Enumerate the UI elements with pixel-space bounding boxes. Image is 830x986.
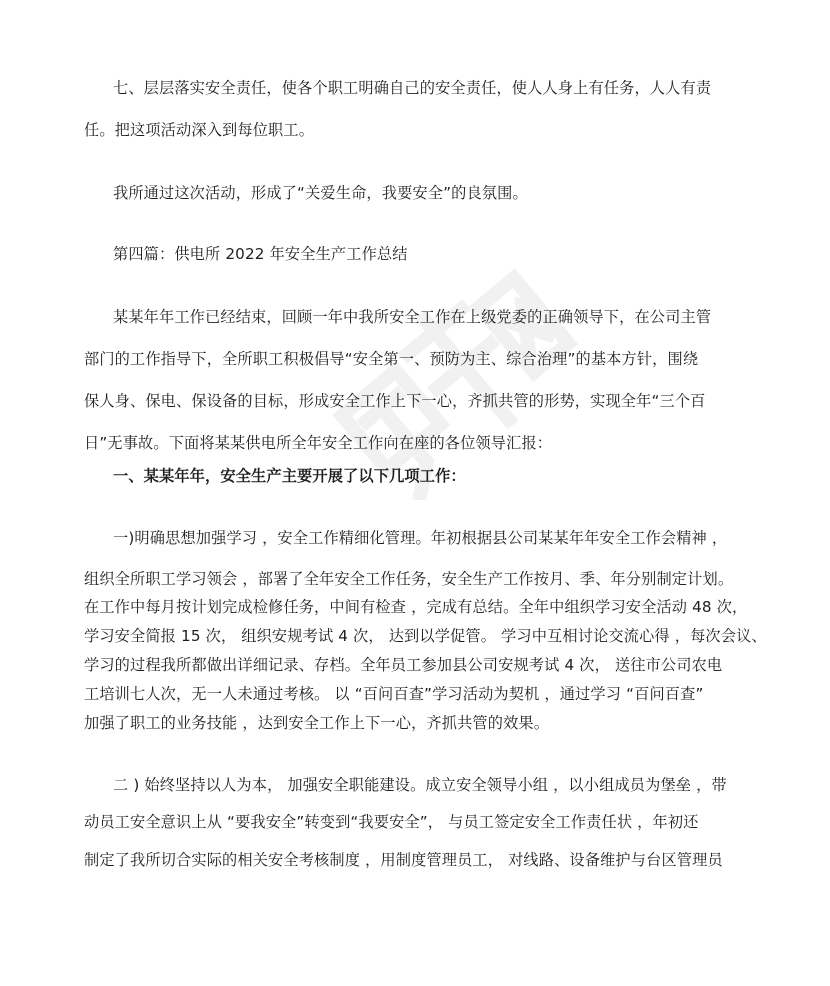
subsection-one-line-5: 学习的过程我所都做出详细记录、存档。全年员工参加县公司安规考试 4 次， 送往市公司农电 <box>84 656 723 674</box>
subsection-one-line-1: 一)明确思想加强学习 ，安全工作精细化管理。年初根据县公司某某年年安全工作会精神 ， <box>113 529 728 547</box>
subsection-one-line-2: 组织全所职工学习领会 ，部署了全年安全工作任务，安全生产工作按月、季、年分别制定计划。 <box>84 570 734 588</box>
subsection-one-line-6: 工培训七人次，无一人未通过考核。 以 “百问百查”学习活动为契机 ，通过学习 “百问百查” <box>84 685 704 703</box>
paragraph-activity-result: 我所通过这次活动，形成了“关爱生命，我要安全”的良氛围。 <box>113 184 528 202</box>
paragraph-item-seven-line-1: 七、层层落实安全责任，使各个职工明确自己的安全责任，使人人身上有任务，人人有责 <box>113 79 712 97</box>
chapter-title: 第四篇：供电所 2022 年安全生产工作总结 <box>113 245 408 263</box>
watermark <box>300 250 590 500</box>
paragraph-intro-line-3: 保人身、保电、保设备的目标，形成安全工作上下一心，齐抓共管的形势，实现全年“三个百 <box>84 392 706 410</box>
watermark-logo-icon <box>300 250 590 500</box>
section-one-heading: 一、某某年年，安全生产主要开展了以下几项工作： <box>113 467 466 485</box>
paragraph-intro-line-1: 某某年年工作已经结束，回顾一年中我所安全工作在上级党委的正确领导下，在公司主管 <box>113 308 712 326</box>
paragraph-item-seven-line-2: 任。把这项活动深入到每位职工。 <box>84 121 315 139</box>
paragraph-intro-line-4: 日”无事故。下面将某某供电所全年安全工作向在座的各位领导汇报： <box>84 434 553 452</box>
subsection-two-line-3: 制定了我所切合实际的相关安全考核制度 ，用制度管理员工， 对线路、设备维护与台区管理员 <box>84 851 723 869</box>
subsection-one-line-3: 在工作中每月按计划完成检修任务，中间有检查 ，完成有总结。全年中组织学习安全活动 48 次， <box>84 598 748 616</box>
subsection-two-line-1: 二 ) 始终坚持以人为本， 加强安全职能建设。成立安全领导小组 ，以小组成员为堡垒 ，带 <box>113 776 727 794</box>
subsection-two-line-2: 动员工安全意识上从 “要我安全”转变到“我要安全”， 与员工签定安全工作责任状 ，年初还 <box>84 813 699 831</box>
subsection-one-line-7: 加强了职工的业务技能 ，达到安全工作上下一心，齐抓共管的效果。 <box>84 714 550 732</box>
paragraph-intro-line-2: 部门的工作指导下，全所职工积极倡导“安全第一、预防为主、综合治理”的基本方针，围绕 <box>84 350 699 368</box>
subsection-one-line-4: 学习安全简报 15 次， 组织安规考试 4 次， 达到以学促管。 学习中互相讨论交流心得 ，每次会议、 <box>84 627 767 645</box>
